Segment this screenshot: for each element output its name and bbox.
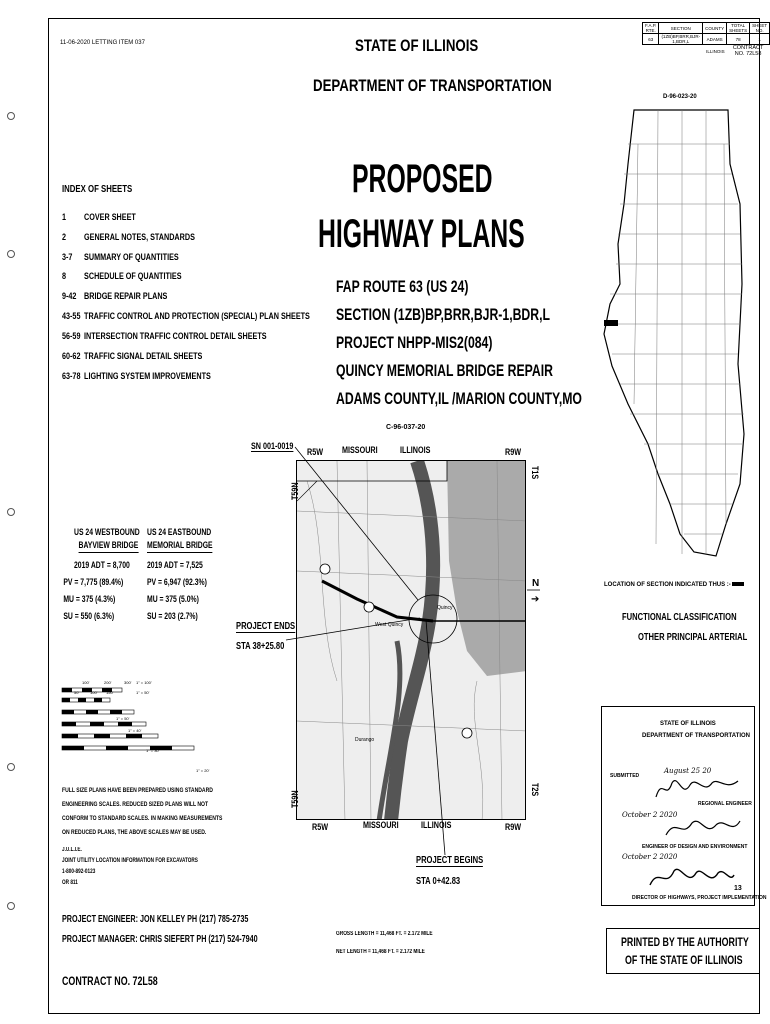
index-item-number: 2: [62, 232, 67, 243]
scale-note-line: CONFORM TO STANDARD SCALES. IN MAKING MEASUREMENTS: [62, 815, 223, 822]
bridge-repair-line: QUINCY MEMORIAL BRIDGE REPAIR: [336, 361, 553, 380]
signature-director: [646, 863, 736, 893]
index-item-description: TRAFFIC CONTROL AND PROTECTION (SPECIAL) PLAN SHEETS: [84, 311, 310, 322]
range-r5w-top: R5W: [307, 447, 323, 457]
scale-ratio-20: 1" = 20': [196, 768, 210, 773]
approval-block: [601, 706, 767, 906]
eastbound-pv: PV = 6,947 (92.3%): [147, 577, 207, 587]
fap-rte-label: F.A.P. RTE.: [643, 23, 659, 34]
missouri-label-bottom: MISSOURI: [363, 820, 399, 830]
westbound-adt: 2019 ADT = 8,700: [74, 560, 130, 570]
place-durango: Durango: [355, 737, 375, 743]
c-number: C-96-037-20: [386, 424, 426, 431]
index-item-description: BRIDGE REPAIR PLANS: [84, 291, 168, 302]
index-item-number: 43-55: [62, 311, 81, 322]
index-heading: INDEX OF SHEETS: [62, 184, 133, 195]
range-r5w-bottom: R5W: [312, 822, 328, 832]
title-highway-plans: HIGHWAY PLANS: [318, 212, 525, 256]
project-begins-label: PROJECT BEGINS: [416, 855, 484, 866]
julie-alt: OR 811: [62, 880, 78, 886]
sheet-no-label: SHEET NO.: [750, 23, 770, 34]
scale-ratio-50a: 1" = 50': [136, 690, 150, 695]
index-item-description: GENERAL NOTES, STANDARDS: [84, 232, 195, 243]
scale-label-100: 100': [82, 680, 90, 685]
range-r9w-bottom: R9W: [505, 822, 521, 832]
director-title: DIRECTOR OF HIGHWAYS, PROJECT IMPLEMENTATION: [632, 895, 767, 901]
westbound-mu: MU = 375 (4.3%): [63, 594, 116, 604]
index-item-number: 8: [62, 271, 67, 282]
julie-heading: J.U.L.I.E.: [62, 847, 82, 853]
index-item-description: TRAFFIC SIGNAL DETAIL SHEETS: [84, 351, 203, 362]
index-item-description: COVER SHEET: [84, 212, 136, 223]
index-item-description: INTERSECTION TRAFFIC CONTROL DETAIL SHEETS: [84, 331, 267, 342]
township-t2s: T2S: [530, 783, 540, 797]
eastbound-su: SU = 203 (2.7%): [147, 611, 198, 621]
township-t59n-top: T59N: [290, 482, 300, 500]
illinois-label-top: ILLINOIS: [400, 445, 431, 455]
net-length: NET LENGTH = 11,468 FT. = 2.172 MILE: [336, 949, 425, 955]
index-item-number: 63-78: [62, 371, 81, 382]
eastbound-bridge-data: [147, 526, 213, 623]
westbound-bridge-name: BAYVIEW BRIDGE: [79, 539, 139, 553]
scale-label-150: 150': [106, 690, 114, 695]
engineer-design-title: ENGINEER OF DESIGN AND ENVIRONMENT: [642, 844, 748, 850]
header-state: STATE OF ILLINOIS: [355, 36, 479, 55]
index-item-description: LIGHTING SYSTEM IMPROVEMENTS: [84, 371, 211, 382]
scale-label-200: 200': [104, 680, 112, 685]
header-department: DEPARTMENT OF TRANSPORTATION: [313, 76, 552, 95]
structure-number: SN 001-0019: [251, 441, 294, 451]
scale-note-line: ENGINEERING SCALES. REDUCED SIZED PLANS WILL NOT: [62, 801, 209, 808]
index-item-number: 3-7: [62, 252, 73, 263]
title-proposed: PROPOSED: [352, 157, 493, 201]
county-label: COUNTY: [703, 23, 727, 34]
index-item-number: 1: [62, 212, 67, 223]
contract-small: CONTRACT NO. 72L58: [732, 45, 764, 57]
project-line: PROJECT NHPP-MIS2(084): [336, 333, 493, 352]
sheet-no: 1: [750, 34, 770, 45]
signature-engineer-design: [662, 815, 742, 841]
approval-mark: 13: [734, 885, 742, 892]
index-item-number: 60-62: [62, 351, 81, 362]
functional-classification: FUNCTIONAL CLASSIFICATION: [622, 612, 737, 623]
project-ends-station: STA 38+25.80: [236, 641, 285, 652]
fap-rte: 63: [643, 34, 659, 45]
westbound-title: US 24 WESTBOUND: [74, 527, 140, 537]
project-manager: PROJECT MANAGER: CHRIS SIEFERT PH (217) 524-7940: [62, 934, 258, 945]
westbound-pv: PV = 7,775 (89.4%): [63, 577, 124, 587]
total-sheets: 78: [727, 34, 750, 45]
scale-label-300: 300': [124, 680, 132, 685]
date-2: October 2 2020: [622, 811, 678, 819]
date-3: October 2 2020: [622, 853, 678, 861]
index-item-description: SUMMARY OF QUANTITIES: [84, 252, 179, 263]
scale-note-line: FULL SIZE PLANS HAVE BEEN PREPARED USING STANDARD: [62, 787, 213, 794]
section-value: (1ZB)BP,BRR,BJR-1,BDR,L: [659, 34, 703, 45]
westbound-bridge-data: [63, 526, 140, 623]
contract-number: CONTRACT NO. 72L58: [62, 974, 158, 988]
julie-phone: 1-800-892-0123: [62, 869, 96, 875]
letting-note: 11-06-2020 LETTING ITEM 037: [60, 40, 145, 46]
gross-length: GROSS LENGTH = 11,468 FT. = 2.172 MILE: [336, 931, 433, 937]
scale-ratio-100: 1" = 100': [136, 680, 152, 685]
authority-line-1: PRINTED BY THE AUTHORITY: [621, 935, 749, 949]
north-arrow-label: N: [532, 578, 540, 589]
location-note-text: LOCATION OF SECTION INDICATED THUS :-: [604, 582, 731, 588]
scale-ratio-30: 1" = 30': [146, 748, 160, 753]
project-begins-station: STA 0+42.83: [416, 876, 461, 887]
approval-state: STATE OF ILLINOIS: [660, 721, 716, 727]
section-line: SECTION (1ZB)BP,BRR,BJR-1,BDR,L: [336, 305, 550, 324]
scale-ratio-40: 1" = 40': [128, 728, 142, 733]
eastbound-title: US 24 EASTBOUND: [147, 527, 212, 537]
julie-note: [62, 845, 198, 889]
scale-note: [62, 784, 222, 840]
place-west-quincy: West Quincy: [375, 622, 404, 628]
eastbound-bridge-name: MEMORIAL BRIDGE: [147, 539, 213, 553]
eastbound-adt: 2019 ADT = 7,525: [147, 560, 203, 570]
range-r9w-top: R9W: [505, 447, 521, 457]
project-ends-label: PROJECT ENDS: [236, 621, 296, 632]
index-item-description: SCHEDULE OF QUANTITIES: [84, 271, 182, 282]
d-number: D-96-023-20: [663, 94, 697, 100]
signature-regional-engineer: [652, 773, 742, 803]
approval-department: DEPARTMENT OF TRANSPORTATION: [642, 733, 750, 739]
scale-label-100b: 100': [90, 690, 98, 695]
north-arrow-icon: ➔: [531, 594, 540, 605]
submitted-label: SUBMITTED: [610, 773, 640, 779]
submitted-date: August 25 20: [664, 767, 712, 775]
regional-engineer-title: REGIONAL ENGINEER: [698, 801, 752, 807]
authority-box: [606, 928, 760, 974]
illinois-label-bottom: ILLINOIS: [421, 820, 452, 830]
section-label: SECTION: [659, 23, 703, 34]
scale-ratio-50: 1" = 50': [116, 716, 130, 721]
scale-label-50: 50': [74, 690, 80, 695]
julie-line: JOINT UTILITY LOCATION INFORMATION FOR EXCAVATORS: [62, 858, 198, 864]
place-quincy: Quincy: [437, 605, 453, 611]
township-t1s: T1S: [530, 466, 540, 480]
state-abbrev: ILLINOIS: [706, 48, 725, 54]
scale-note-line: ON REDUCED PLANS, THE ABOVE SCALES MAY BE USED.: [62, 829, 207, 836]
township-t59n-bottom: T59N: [290, 790, 300, 808]
total-sheets-label: TOTAL SHEETS: [727, 23, 750, 34]
index-item-number: 9-42: [62, 291, 77, 302]
functional-class-value: OTHER PRINCIPAL ARTERIAL: [638, 632, 748, 643]
authority-line-2: OF THE STATE OF ILLINOIS: [625, 953, 743, 967]
westbound-su: SU = 550 (6.3%): [63, 611, 115, 621]
eastbound-mu: MU = 375 (5.0%): [147, 594, 199, 604]
county-value: ADAMS: [703, 34, 727, 45]
project-engineer: PROJECT ENGINEER: JON KELLEY PH (217) 785-2735: [62, 914, 249, 925]
index-item-number: 56-59: [62, 331, 81, 342]
missouri-label-top: MISSOURI: [342, 445, 378, 455]
county-line: ADAMS COUNTY,IL /MARION COUNTY,MO: [336, 389, 582, 408]
route-line: FAP ROUTE 63 (US 24): [336, 277, 469, 296]
